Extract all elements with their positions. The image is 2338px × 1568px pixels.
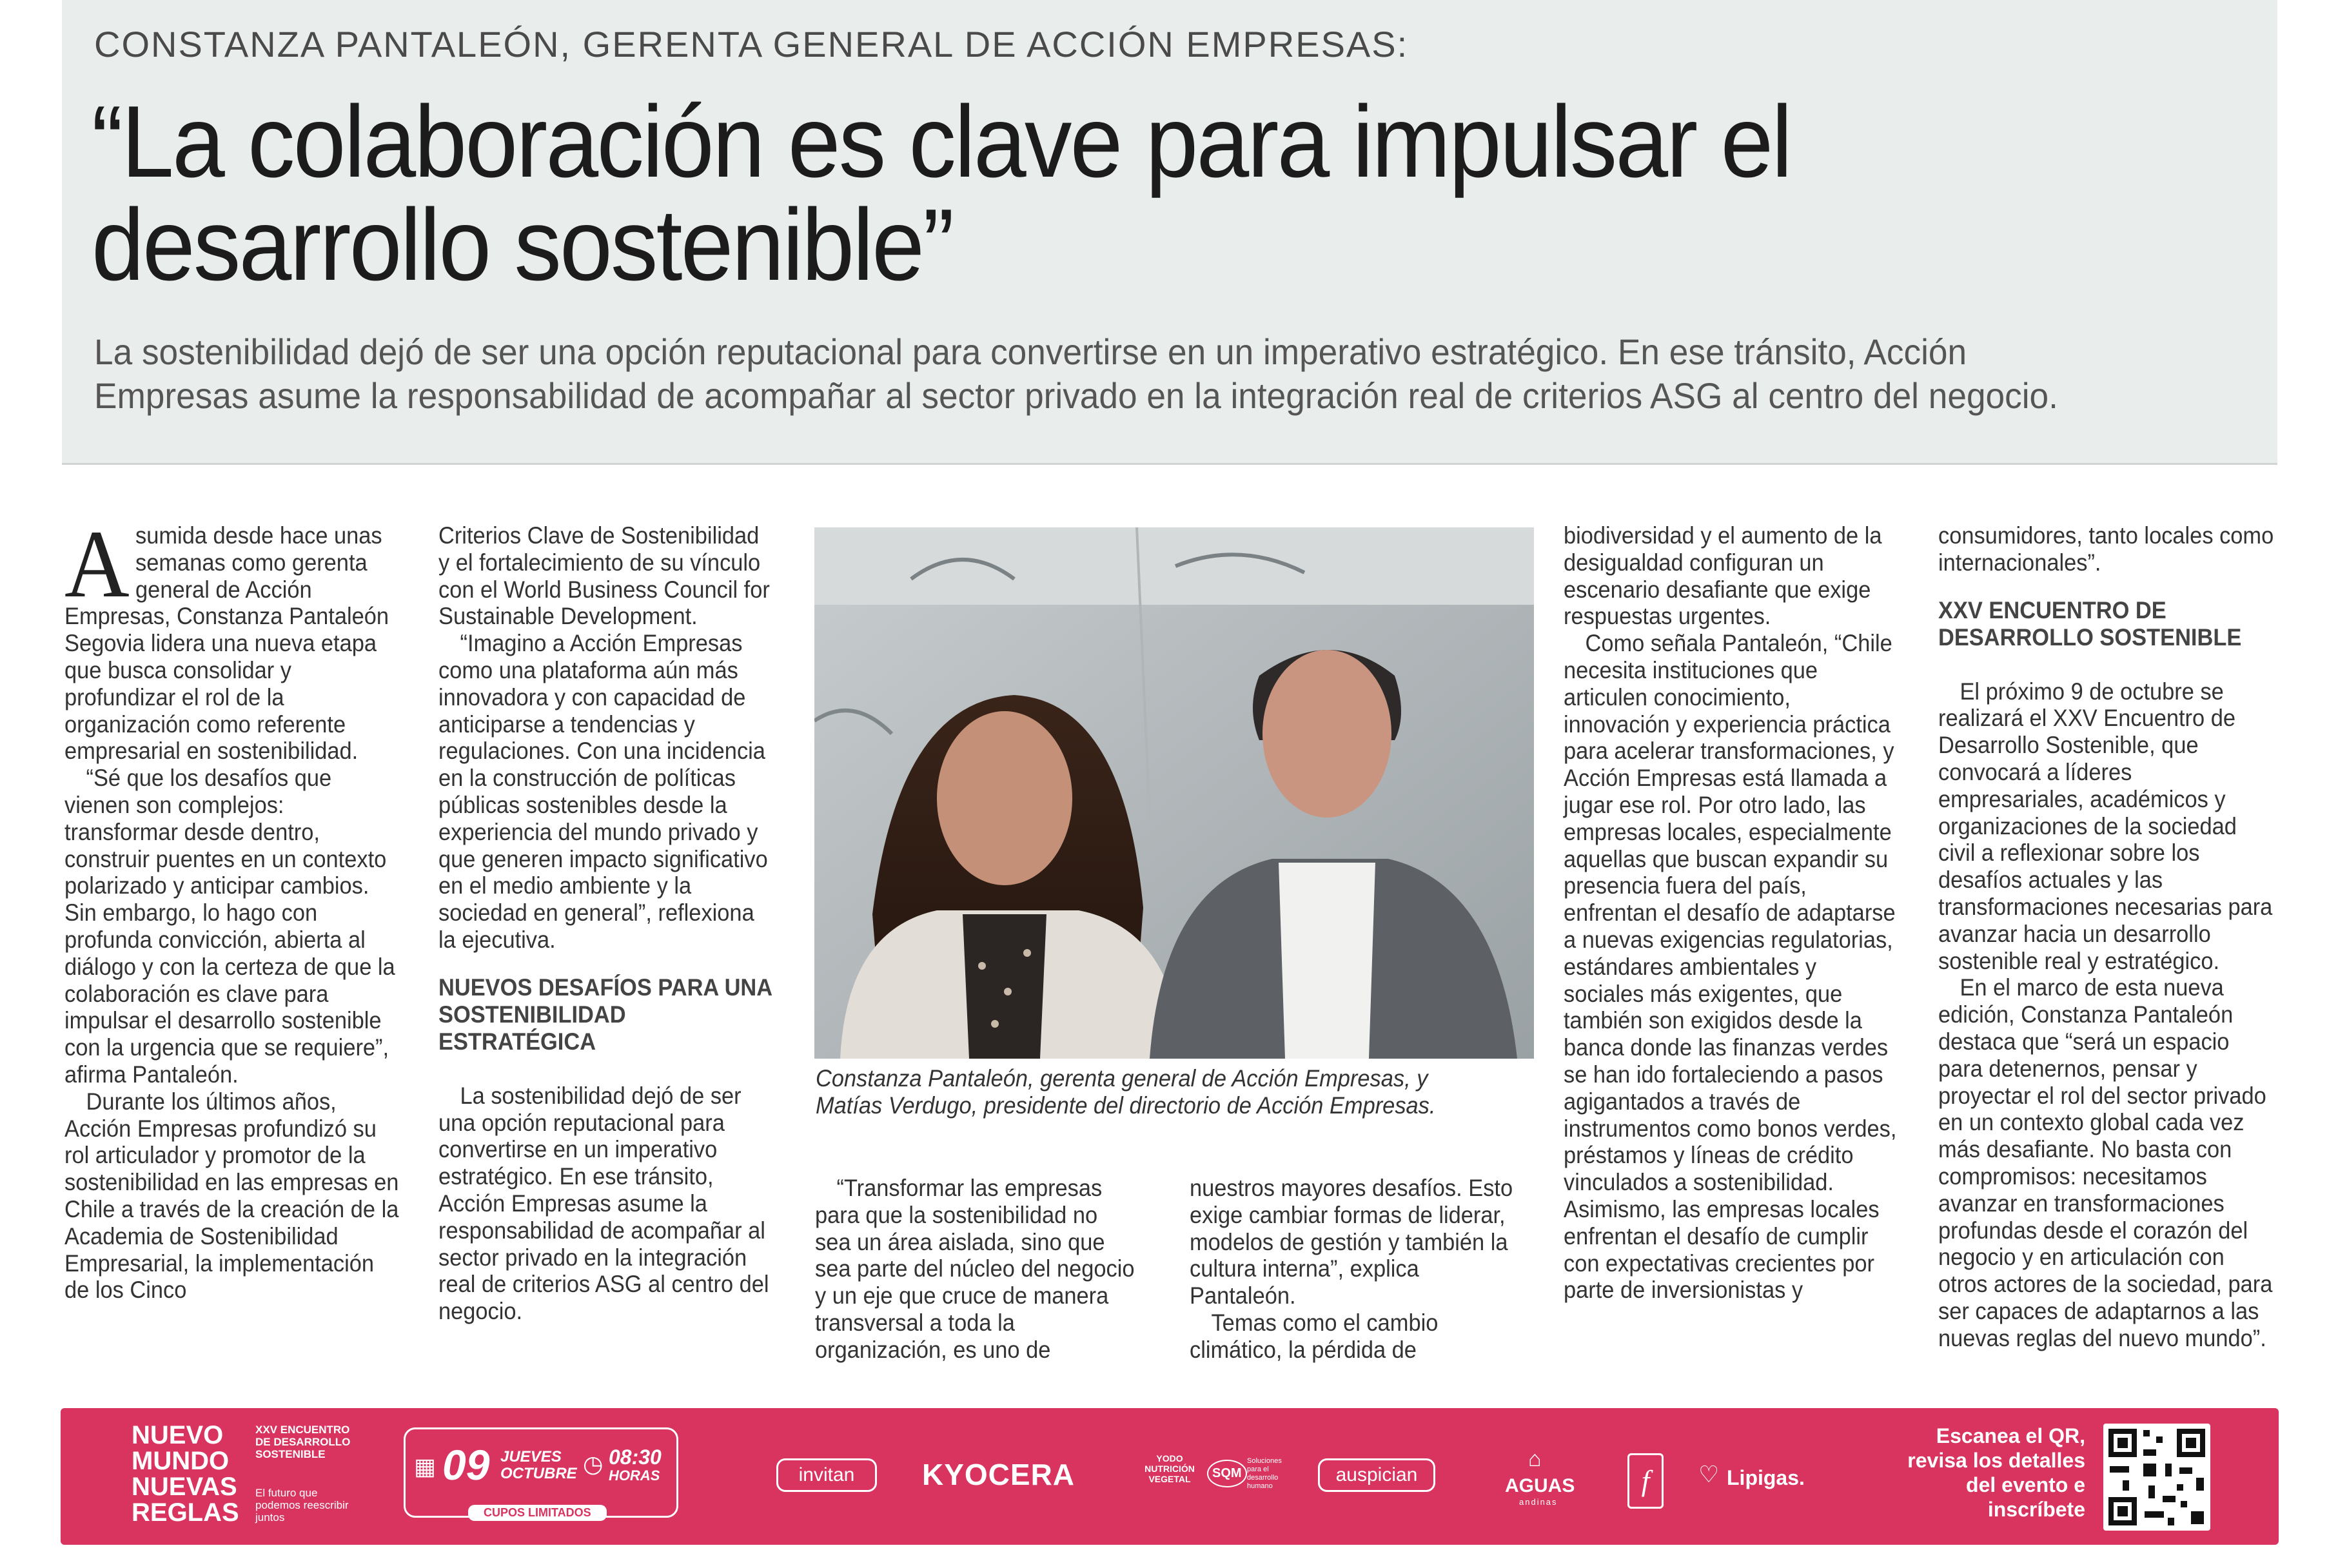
column-6: [1938, 522, 2274, 1352]
paragraph: El próximo 9 de octubre se realizará el XXV Encuentro de Desarrollo Sostenible, que convocará a líderes empresariales, académicos y organizaciones de la sociedad civil a reflexionar sobre los desafíos actuales y las transformaciones necesarias para avanzar hacia un desarrollo sostenible real y estratégico.: [1938, 678, 2273, 974]
auspician-label: auspician: [1318, 1458, 1435, 1492]
kicker: CONSTANZA PANTALEÓN, GERENTA GENERAL DE ACCIÓN EMPRESAS:: [94, 24, 1409, 64]
paragraph: Criterios Clave de Sostenibilidad y el fortalecimiento de su vínculo con el World Business Council for Sustainable Development.: [438, 522, 770, 630]
deck: La sostenibilidad dejó de ser una opción reputacional para convertirse en un imperativo estratégico. En ese tránsito, Acción Empresas asume la responsabilidad de acompañar al sector privado en la integración real de criterios ASG al centro del negocio.: [94, 331, 2058, 416]
paragraph: Temas como el cambio climático, la pérdida de: [1190, 1309, 1439, 1363]
calendar-icon: ▦: [414, 1453, 437, 1480]
photo-caption: Constanza Pantaleón, gerenta general de Acción Empresas, y Matías Verdugo, presidente del directorio de Acción Empresas.: [816, 1065, 1436, 1119]
logo-line-3: NUEVAS: [132, 1473, 237, 1501]
event-day: 09: [442, 1441, 490, 1489]
paragraph: Como señala Pantaleón, “Chile necesita instituciones que articulen conocimiento, innovación y experiencia práctica para acelerar transformaciones, y Acción Empresas está llamada a jugar ese rol. Por otro lado, las empresas locales, especialmente aquellas que buscan expandir su presencia fuera del país, enfrentan el desafío de adaptarse a nuevas exigencias regulatorias, estándares ambientales y sociales más exigentes, que también son exigidos desde la banca donde las finanzas verdes se han ido fortaleciendo a pasos agigantados a través de instrumentos como bonos verdes, préstamos y líneas de crédito vinculados a sostenibilidad. Asimismo, las empresas locales enfrentan el desafío de cumplir con expectativas crecientes por parte de inversionistas y: [1564, 630, 1897, 1304]
event-time: 08:30: [609, 1446, 662, 1469]
photo-illustration: [814, 527, 1534, 1059]
qr-code-graphic: [2103, 1424, 2210, 1531]
column-4: [1190, 1175, 1526, 1364]
sqm-tagline: Soluciones para el desarrollo humano: [1247, 1457, 1282, 1490]
lipigas-icon: ♡: [1698, 1461, 1720, 1487]
paragraph: La sostenibilidad dejó de ser una opción reputacional para convertirse en un imperativo estratégico. En ese tránsito, Acción Empresas asume la responsabilidad de acompañar al sector privado en la integración real de criterios ASG al centro del negocio.: [438, 1082, 769, 1325]
invitan-label: invitan: [776, 1458, 877, 1492]
column-2: [438, 522, 774, 1325]
aguas-icon: ⌂: [1528, 1447, 1542, 1471]
kyocera-logo: KYOCERA: [922, 1458, 1076, 1491]
event-banner[interactable]: [61, 1408, 2279, 1545]
yodo-logo: YODO NUTRICIÓN VEGETAL: [1144, 1453, 1195, 1484]
logo-line-4: REGLAS: [132, 1498, 239, 1527]
column-5: [1564, 522, 1900, 1304]
paragraph: consumidores, tanto locales como internacionales”.: [1938, 522, 2274, 576]
paragraph: “Sé que los desafíos que vienen son complejos: transformar desde dentro, construir puentes en un contexto polarizado y anticipar cambios. Sin embargo, lo hago con profunda convicción, abierta al diálogo y con la certeza de que la colaboración es clave para impulsar el desarrollo sostenible con la urgencia que se requiere”, afirma Pantaleón.: [64, 765, 395, 1088]
event-tagline: El futuro que podemos reescribir juntos: [255, 1487, 349, 1524]
event-time-label: HORAS: [609, 1467, 660, 1484]
column-3: [815, 1175, 1139, 1364]
paragraph: nuestros mayores desafíos. Esto exige cambiar formas de liderar, modelos de gestión y también la cultura interna”, explica Pantaleón.: [1190, 1175, 1513, 1309]
event-month: OCTUBRE: [500, 1465, 577, 1482]
article-photo: [814, 527, 1534, 1059]
subheading: NUEVOS DESAFÍOS PARA UNA SOSTENIBILIDAD ESTRATÉGICA: [438, 974, 772, 1055]
clock-icon: ◷: [583, 1451, 604, 1477]
paragraph: En el marco de esta nueva edición, Constanza Pantaleón destaca que “será un espacio para detenernos, pensar y proyectar el rol del sector privado en un contexto global cada vez más desafiante. No basta con compromisos: necesitamos avanzar en transformaciones profundas desde el corazón del negocio y en articulación con otros actores de la sociedad, para ser capaces de adaptarnos a las nuevas reglas del nuevo mundo”.: [1938, 974, 2273, 1351]
sponsor-f-logo: f: [1627, 1453, 1664, 1509]
paragraph: sumida desde hace unas semanas como gerenta general de Acción Empresas, Constanza Pantaleón Segovia lidera una nueva etapa que busca consolidar y profundizar el rol de la organización como referente empresarial en sostenibilidad.: [64, 522, 389, 765]
logo-line-2: MUNDO: [132, 1447, 230, 1475]
qr-code-icon[interactable]: [2103, 1424, 2210, 1531]
aguas-logo: AGUAS: [1505, 1475, 1575, 1496]
qr-call-to-action: Escanea el QR, revisa los detalles del evento e inscríbete: [1907, 1424, 2085, 1521]
event-weekday: JUEVES: [500, 1448, 562, 1465]
lipigas-logo: Lipigas.: [1727, 1466, 1805, 1489]
column-1: [64, 511, 400, 1304]
paragraph: biodiversidad y el aumento de la desigualdad configuran un escenario desafiante que exige respuestas urgentes.: [1564, 522, 1882, 630]
event-name: XXV ENCUENTRO DE DESARROLLO SOSTENIBLE: [255, 1424, 351, 1460]
paragraph: “Transformar las empresas para que la sostenibilidad no sea un área aislada, sino que sea parte del núcleo del negocio y un eje que cruce de manera transversal a toda la organización, es uno de: [815, 1175, 1135, 1363]
paragraph: Durante los últimos años, Acción Empresas profundizó su rol articulador y promotor de la sostenibilidad en las empresas en Chile a través de la creación de la Academia de Sostenibilidad Empresarial, la implementación de los Cinco: [64, 1088, 399, 1304]
aguas-sub: andinas: [1519, 1497, 1558, 1507]
limited-spots: CUPOS LIMITADOS: [468, 1505, 607, 1521]
logo-line-1: NUEVO: [132, 1421, 224, 1449]
subheading: XXV ENCUENTRO DE DESARROLLO SOSTENIBLE: [1938, 596, 2242, 651]
sqm-logo: SQM: [1207, 1460, 1247, 1487]
dropcap: A: [64, 511, 130, 618]
headline: “La colaboración es clave para impulsar el desarrollo sostenible”: [92, 85, 1791, 302]
paragraph: “Imagino a Acción Empresas como una plataforma aún más innovadora y con capacidad de anticiparse a tendencias y regulaciones. Con una incidencia en la construcción de políticas públicas sostenibles desde la experiencia del mundo privado y que generen impacto significativo en el medio ambiente y la sociedad en general”, reflexiona la ejecutiva.: [438, 630, 768, 953]
